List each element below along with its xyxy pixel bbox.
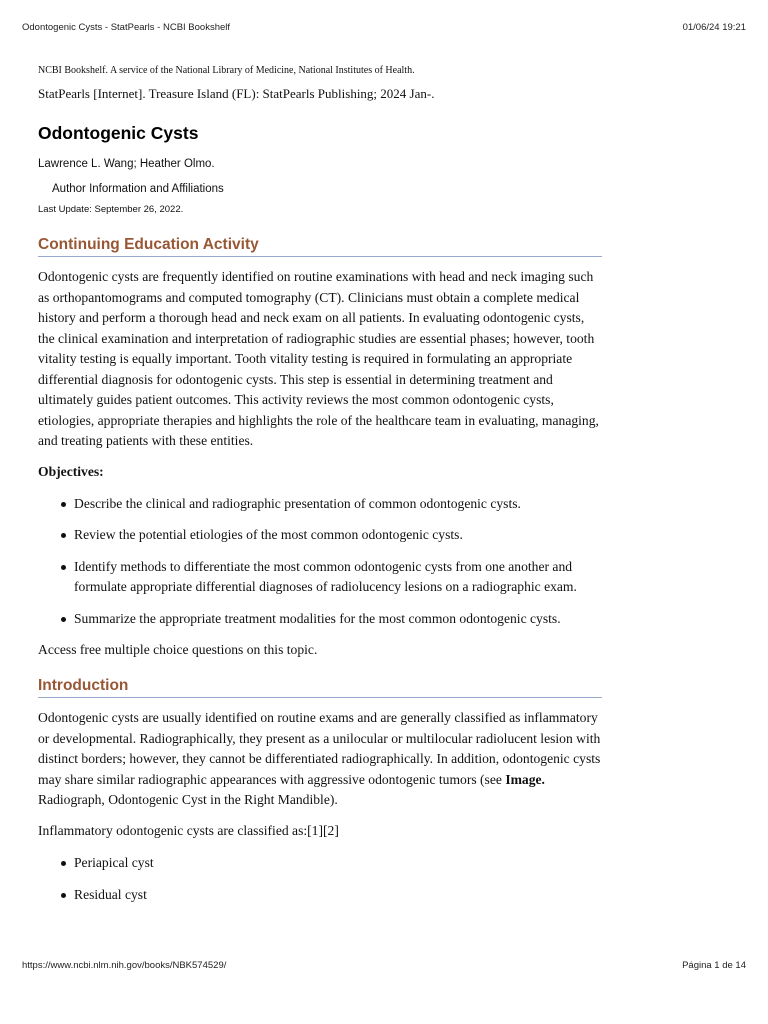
page-title: Odontogenic Cysts (38, 123, 199, 143)
list-item: Summarize the appropriate treatment modalities for the most common odontogenic cysts. (74, 609, 602, 630)
print-header (22, 22, 746, 33)
cea-paragraph: Odontogenic cysts are frequently identified on routine examinations with head and neck imaging such as orthopantomograms and computed tomography (CT). Clinicians must obtain a complete medical history and perform a thorough head and neck exam on all patients. In evaluating odontogenic cysts, the clinical examination and interpretation of radiographic studies are essential phases; however, tooth vitality testing is equally important. Tooth vitality testing is required in formulating an appropriate differential diagnosis for odontogenic cysts. This step is essential in determining treatment and ultimately guides patient outcomes. This activity reviews the most common odontogenic cysts, etiologies, appropriate therapies and highlights the role of the healthcare team in evaluating, managing, and treating patients with these entities. (38, 269, 599, 448)
image-link[interactable]: Image. (505, 771, 545, 787)
inflammatory-cyst-list (38, 853, 602, 905)
intro-text-after: Radiograph, Odontogenic Cyst in the Right Mandible). (38, 792, 338, 807)
list-item: Periapical cyst (74, 853, 602, 874)
list-item: Review the potential etiologies of the most common odontogenic cysts. (74, 525, 602, 546)
citation: StatPearls [Internet]. Treasure Island (FL): StatPearls Publishing; 2024 Jan-. (38, 86, 435, 101)
page-number: Página 1 de 14 (682, 960, 746, 971)
print-header-datetime: 01/06/24 19:21 (682, 22, 746, 33)
intro-text-before: Odontogenic cysts are usually identified on routine exams and are generally classified as inflammatory or developmental. Radiographically, they present as a unilocular or multilocular radiolucent lesion with distinct borders; however, they cannot be differentiated radiographically. In addition, odontogenic cysts may share similar radiographic appearances with aggressive odontogenic tumors (see (38, 710, 601, 787)
last-update: Last Update: September 26, 2022. (38, 204, 184, 215)
ncbi-notice: NCBI Bookshelf. A service of the National Library of Medicine, National Institutes of Health. (38, 65, 415, 76)
article-content (38, 64, 602, 916)
print-footer (22, 960, 746, 971)
list-item: Residual cyst (74, 885, 602, 906)
section-heading-cea: Continuing Education Activity (38, 235, 602, 257)
section-heading-introduction: Introduction (38, 676, 602, 698)
objectives-list (38, 494, 602, 630)
print-header-title: Odontogenic Cysts - StatPearls - NCBI Bookshelf (22, 22, 231, 33)
objectives-label: Objectives: (38, 463, 104, 479)
intro-paragraph (38, 708, 602, 811)
authors: Lawrence L. Wang; Heather Olmo. (38, 158, 215, 170)
list-item: Identify methods to differentiate the most common odontogenic cysts from one another and formulate appropriate differential diagnoses of radiolucency lesions on a radiographic exam. (74, 557, 602, 598)
list-item: Describe the clinical and radiographic presentation of common odontogenic cysts. (74, 494, 602, 515)
print-footer-url: https://www.ncbi.nlm.nih.gov/books/NBK574529/ (22, 960, 227, 971)
mcq-link[interactable]: Access free multiple choice questions on this topic. (38, 642, 318, 657)
classified-text: Inflammatory odontogenic cysts are classified as:[1][2] (38, 822, 339, 838)
author-info-link[interactable]: Author Information and Affiliations (52, 183, 224, 195)
